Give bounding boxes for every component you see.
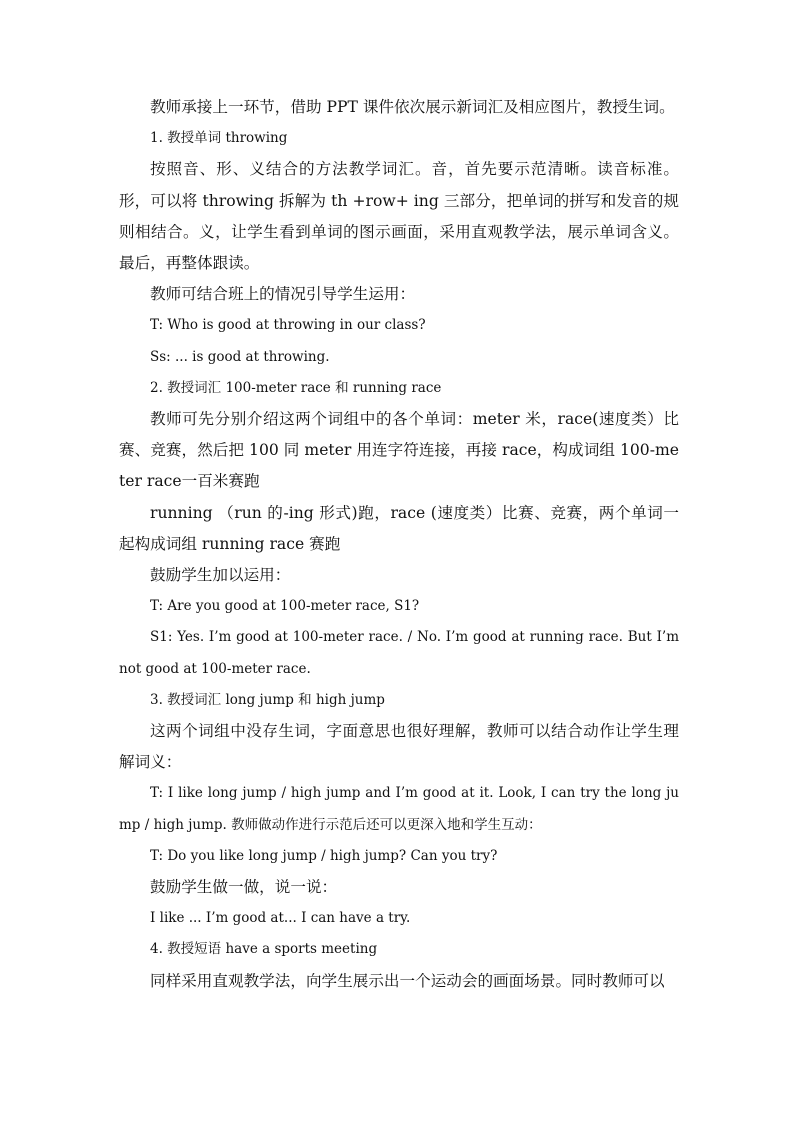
body-paragraph: 按照音、形、义结合的方法教学词汇。音，首先要示范清晰。读音标准。形，可以将 throwing 拆解为 th +row+ ing 三部分，把单词的拼写和发音的规则相结合。义，让学生看到单词的图示画面，采用直观教学法，展示单词含义。最后，再整体跟读。: [119, 160, 679, 273]
document-page: [119, 92, 679, 997]
section-heading-4: 4. 教授短语 have a sports meeting: [150, 941, 378, 958]
intro-paragraph: 教师承接上一环节，借助 PPT 课件依次展示新词汇及相应图片，教授生词。: [150, 98, 675, 116]
dialogue-line: Ss: ... is good at throwing.: [150, 348, 330, 365]
section-heading-2: 2. 教授词汇 100-meter race 和 running race: [150, 379, 442, 396]
body-paragraph: 鼓励学生做一做，说一说：: [150, 878, 338, 897]
body-paragraph: 教师可结合班上的情况引导学生运用：: [150, 285, 416, 304]
dialogue-line: T: Are you good at 100-meter race, S1?: [150, 598, 420, 615]
dialogue-line: T: I like long jump / high jump and I’m good at it. Look, I can try the long jump / high jump. 教师做动作进行示范后还可以更深入地和学生互动：: [119, 785, 679, 833]
section-heading-1: 1. 教授单词 throwing: [150, 130, 288, 147]
dialogue-line: T: Who is good at throwing in our class?: [150, 317, 426, 334]
body-paragraph: 这两个词组中没存生词，字面意思也很好理解，教师可以结合动作让学生理解词义：: [119, 722, 679, 772]
body-paragraph: running （run 的-ing 形式)跑，race (速度类）比赛、竞赛，两个单词一起构成词组 running race 赛跑: [119, 503, 679, 553]
dialogue-line: I like ... I’m good at... I can have a try.: [150, 910, 411, 927]
dialogue-line: S1: Yes. I’m good at 100-meter race. / No. I’m good at running race. But I’m not good at 100-meter race.: [119, 629, 679, 677]
body-paragraph: 鼓励学生加以运用：: [150, 566, 291, 585]
body-paragraph: 教师可先分别介绍这两个词组中的各个单词：meter 米，race(速度类）比赛、竞赛，然后把 100 同 meter 用连字符连接，再接 race，构成词组 100-meter race一百米赛跑: [119, 410, 679, 491]
body-paragraph: 同样采用直观教学法，向学生展示出一个运动会的画面场景。同时教师可以: [150, 971, 665, 990]
dialogue-line: T: Do you like long jump / high jump? Can you try?: [150, 847, 498, 864]
section-heading-3: 3. 教授词汇 long jump 和 high jump: [150, 691, 385, 708]
